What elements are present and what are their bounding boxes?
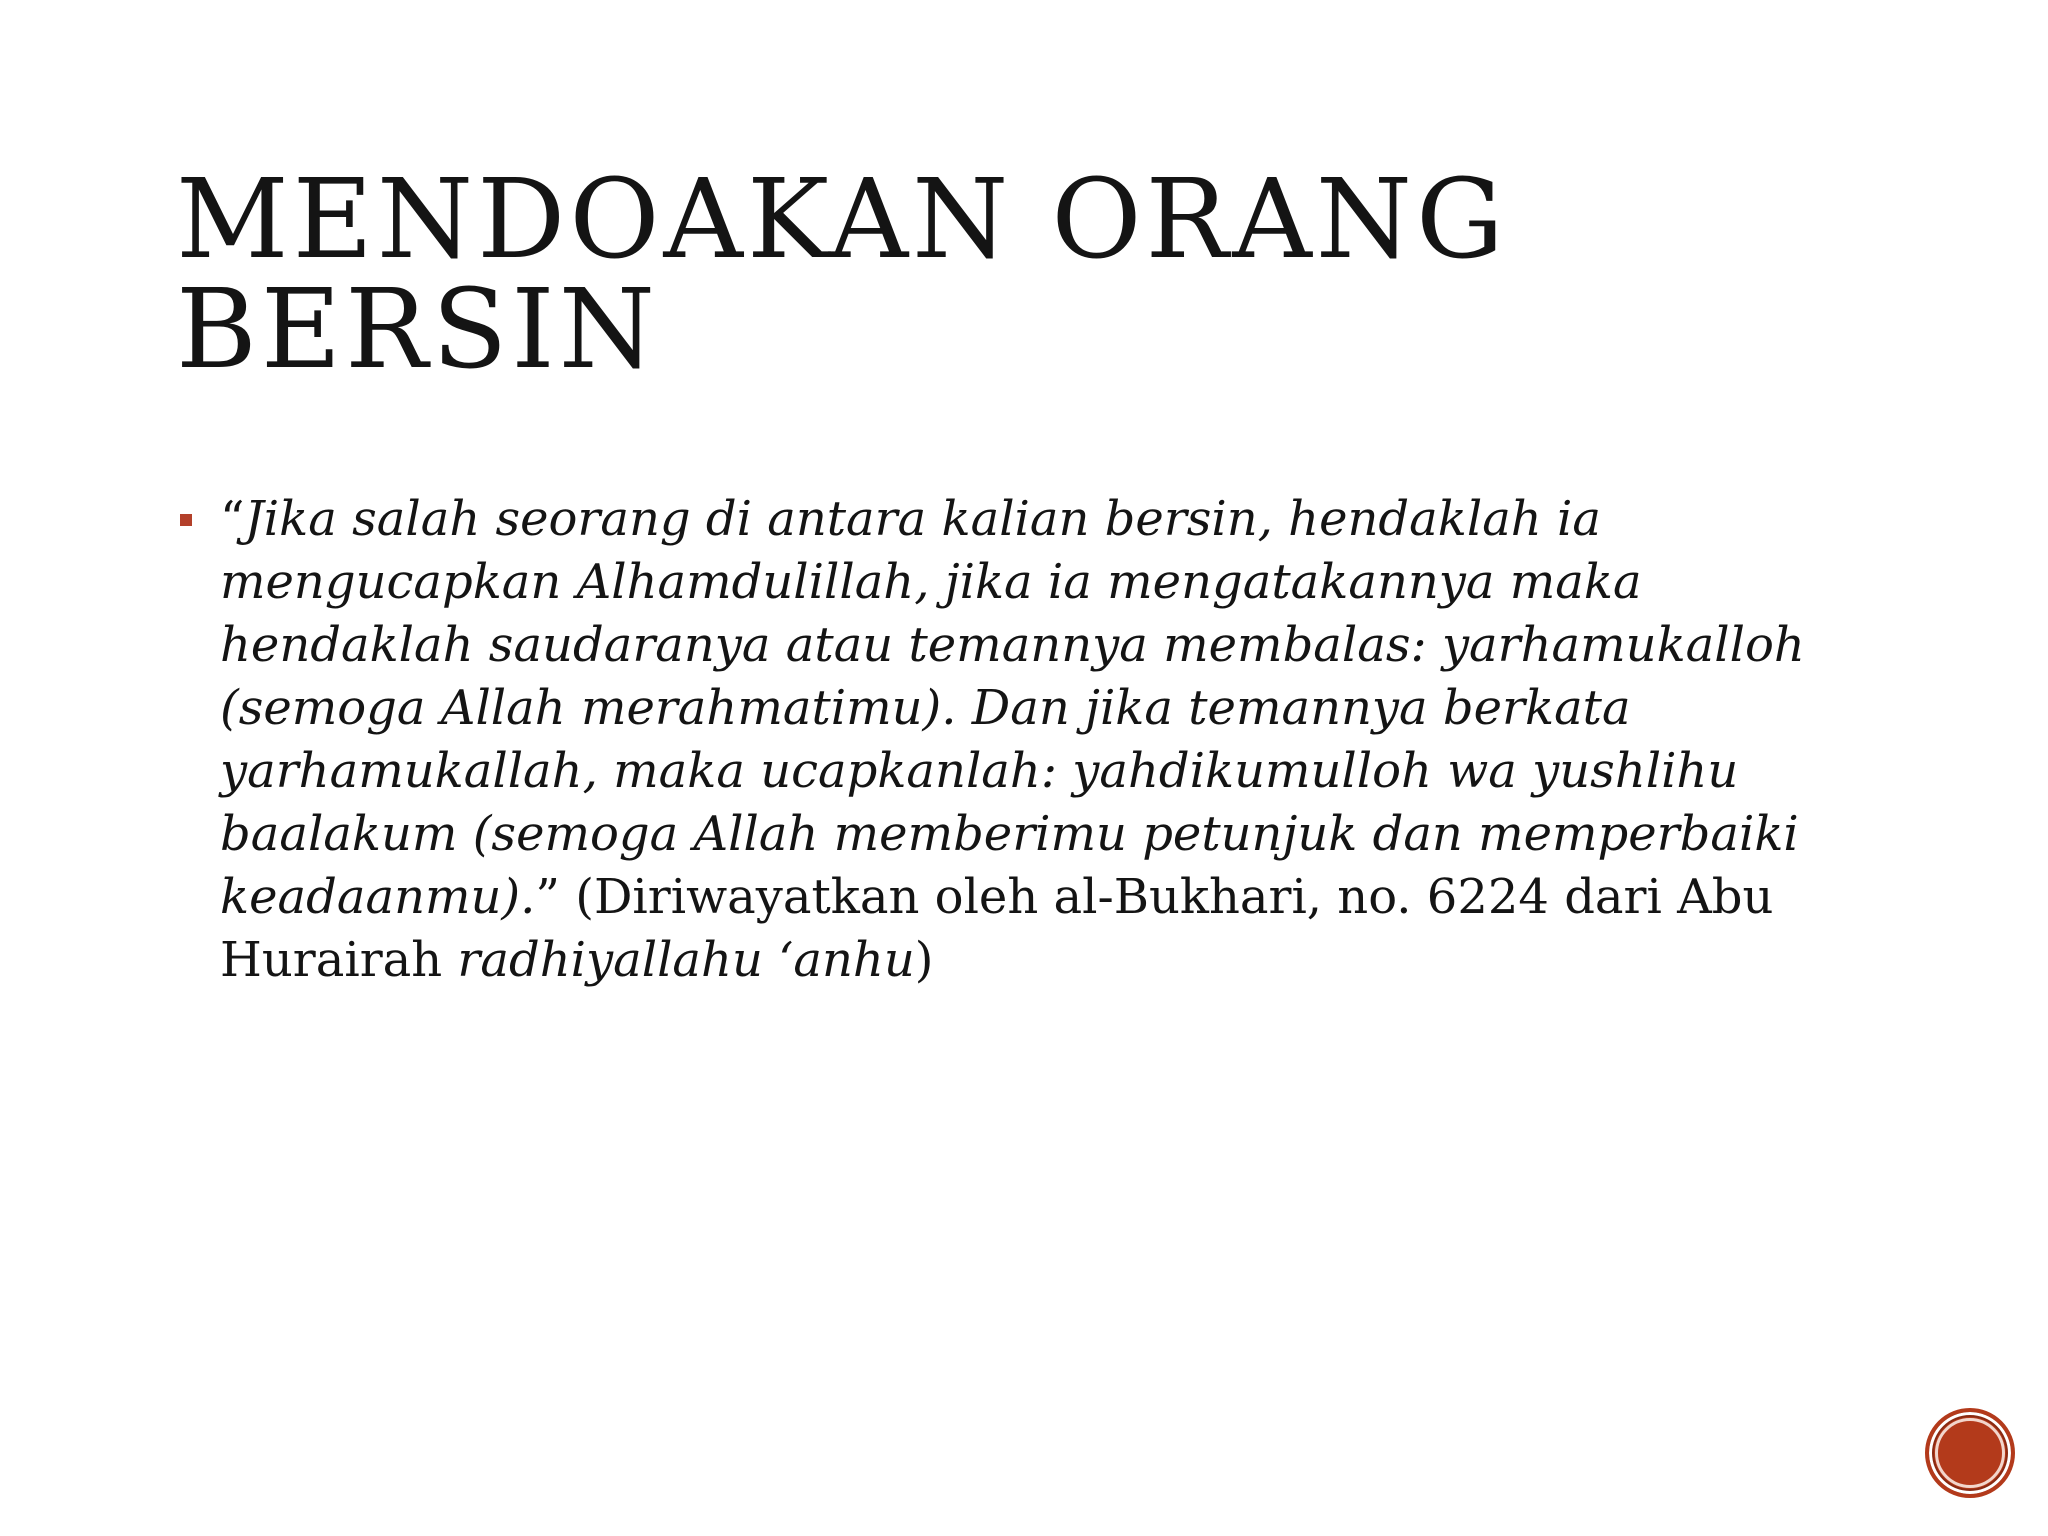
bullet-square-icon	[180, 514, 192, 526]
title-line-1: MENDOAKAN ORANG	[176, 155, 1508, 283]
source-close: )	[914, 932, 934, 988]
hadith-source: (Diriwayatkan oleh al-Bukhari, no. 6224 dari Abu Hurairah	[220, 869, 1774, 988]
close-quote: ”	[535, 869, 560, 925]
hadith-text	[220, 488, 1836, 992]
hadith-quote: Jika salah seorang di antara kalian bersin, hendaklah ia mengucapkan Alhamdulillah, jika ia mengatakannya maka hendaklah saudaranya atau temannya membalas: yarhamukalloh (semoga Allah merahmatimu). Dan jika temannya berkata yarhamukallah, maka ucapkanlah: yahdikumulloh wa yushlihu baalakum (semoga Allah memberimu petunjuk dan memperbaiki keadaanmu).	[220, 491, 1805, 925]
open-quote: “	[220, 491, 245, 547]
nav-button-ring-icon	[1935, 1418, 2005, 1488]
source-honorific: radhiyallahu ‘anhu	[457, 932, 915, 988]
bullet-item	[176, 488, 1836, 992]
slide-body	[176, 488, 1836, 992]
slide-nav-button[interactable]	[1925, 1408, 2015, 1498]
slide-title	[176, 155, 1936, 393]
title-line-2: BERSIN	[176, 265, 660, 393]
